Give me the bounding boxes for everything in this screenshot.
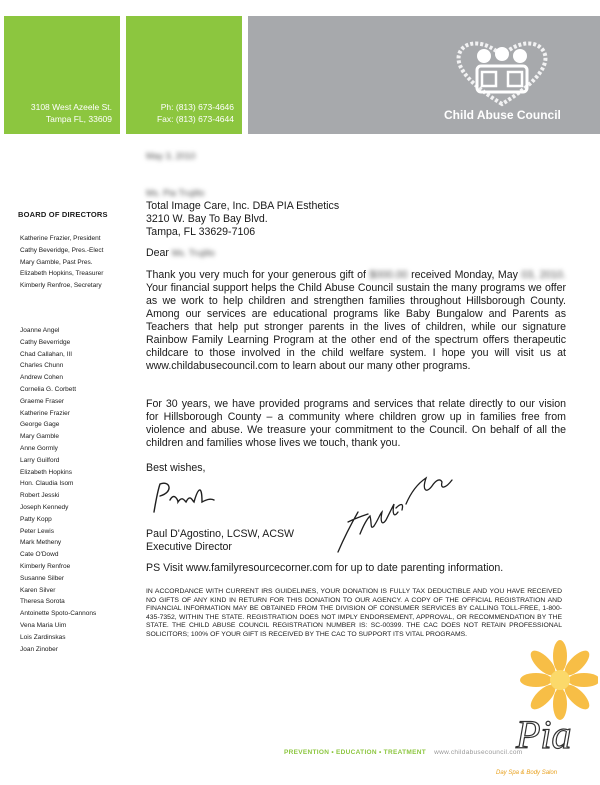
member-item: Katherine Frazier (20, 409, 70, 417)
contact-panel (126, 16, 242, 134)
member-item: Chad Callahan, III (20, 350, 73, 358)
member-item: Robert Jesski (20, 492, 60, 500)
pia-caption: Day Spa & Body Salon (496, 770, 558, 776)
member-item: Mary Gamble (20, 433, 60, 441)
footer (284, 749, 523, 756)
member-item: Mark Metheny (20, 539, 62, 547)
member-item: Anne Gormly (20, 444, 58, 452)
recipient-name: Ms. Pia Trujillo (146, 188, 205, 198)
member-item: Larry Guilford (20, 456, 60, 464)
member-item: Patty Kopp (20, 515, 52, 523)
gift-amount: $000.00 (369, 269, 408, 281)
fax-number: Fax: (813) 673-4644 (156, 114, 234, 124)
para1-text-a: Thank you very much for your generous gift of (146, 269, 366, 281)
letterhead-band (248, 16, 600, 134)
letter-date: May 3, 2010 (146, 151, 196, 161)
pia-flower-logo-icon (510, 636, 598, 766)
body-paragraph-1 (146, 269, 566, 373)
member-item: Peter Lewis (20, 527, 54, 535)
body-paragraph-2: For 30 years, we have provided programs and services that relate directly to our vision for Hillsborough County – a community where children grow up in families free from violence and abuse. We treasure your commitment to the Council. On behalf of all the children and families whose lives we touch, thank you. (146, 398, 566, 449)
organization-name: Child Abuse Council (444, 108, 561, 122)
salutation-name: Ms. Trujillo (171, 248, 215, 258)
board-title: BOARD OF DIRECTORS (18, 210, 108, 219)
address-line-1: 3108 West Azeele St. (30, 102, 112, 112)
officer-item: Kimberly Renfroe, Secretary (20, 282, 102, 290)
officer-item: Mary Gamble, Past Pres. (20, 258, 93, 266)
phone-number: Ph: (813) 673-4646 (160, 102, 234, 112)
member-item: Susanne Silber (20, 574, 65, 582)
recipient-line-2: 3210 W. Bay To Bay Blvd. (146, 213, 268, 225)
recipient-address (146, 187, 566, 239)
salutation (146, 247, 566, 260)
signature-block (146, 528, 566, 554)
footer-tagline: PREVENTION • EDUCATION • TREATMENT (284, 749, 426, 756)
signer-name: Paul D'Agostino, LCSW, ACSW (146, 528, 295, 540)
officer-item: Cathy Beveridge, Pres.-Elect (20, 246, 104, 254)
member-item: Kimberly Renfroe (20, 562, 71, 570)
member-item: Joan Zinober (20, 645, 58, 653)
member-item: Vena Maria Uim (20, 621, 67, 629)
signer-title: Executive Director (146, 541, 232, 553)
gift-date: 03, 2010. (521, 269, 567, 281)
member-item: George Gage (20, 421, 60, 429)
para1-text-c: Your financial support helps the Child Abuse Council sustain the many programs we offer as we work to help children and strengthen families throughout Hillsborough County. Among our services are educational programs like Baby Bungalow and Parents as Teachers that help put stronger parents in the lives of children, while our signature Rainbow Family Learning Program at the other end of the spectrum offers therapeutic childcare to those involved in the child welfare system. I hope you will visit us at www.childabusecouncil.com to learn about our many other programs. (146, 282, 566, 372)
member-item: Cathy Beverridge (20, 338, 71, 346)
member-item: Charles Chunn (20, 362, 64, 370)
officers-list (20, 233, 103, 292)
para1-text-b: received Monday, May (411, 269, 518, 281)
member-item: Graeme Fraser (20, 397, 65, 405)
member-item: Elizabeth Hopkins (20, 468, 73, 476)
member-item: Karen Silver (20, 586, 56, 594)
paul-signature-icon (148, 478, 220, 518)
officer-item: Katherine Frazier, President (20, 235, 101, 242)
footer-website: www.childabusecouncil.com (434, 749, 523, 756)
member-item: Hon. Claudia Isom (20, 480, 74, 488)
member-item: Lois Zardinskas (20, 633, 66, 641)
member-item: Andrew Cohen (20, 374, 63, 382)
salutation-word: Dear (146, 247, 169, 259)
legal-disclaimer: IN ACCORDANCE WITH CURRENT IRS GUIDELINES, YOUR DONATION IS FULLY TAX DEDUCTIBLE AND YOU HAVE RECEIVED NO GIFTS OF ANY KIND IN RETURN FOR THIS DONATION TO OUR AGENCY. A COPY OF THE OFFICIAL REGISTRATION AND FINANCIAL INFORMATION MAY BE OBTAINED FROM THE DIVISION OF CONSUMER SERVICES BY CALLING TOLL-FREE, 1-800-435-7352, WITHIN THE STATE. REGISTRATION DOES NOT IMPLY ENDORSEMENT, APPROVAL, OR RECOMMENDATION BY THE STATE. THE CHILD ABUSE COUNCIL REGISTRATION NUMBER IS: SC-00399. THE CAC DOES NOT RETAIN PROFESSIONAL SOLICITORS; 100% OF YOUR GIFT IS RECEIVED BY THE CAC TO SUPPORT ITS VITAL PROGRAMS. (146, 588, 562, 638)
council-logo-icon (446, 38, 558, 108)
recipient-line-1: Total Image Care, Inc. DBA PIA Esthetics (146, 200, 340, 212)
members-list (20, 325, 96, 655)
member-item: Cate O'Dowd (20, 551, 59, 559)
member-item: Cornelia G. Corbett (20, 385, 76, 393)
closing: Best wishes, (146, 462, 206, 474)
recipient-line-3: Tampa, FL 33629-7106 (146, 226, 256, 238)
officer-item: Elizabeth Hopkins, Treasurer (20, 270, 104, 278)
address-panel (4, 16, 120, 134)
address-line-2: Tampa FL, 33609 (45, 114, 112, 124)
postscript: PS Visit www.familyresourcecorner.com for up to date parenting information. (146, 562, 504, 574)
member-item: Theresa Sorota (20, 598, 65, 606)
member-item: Joseph Kennedy (20, 503, 69, 511)
pia-brand-text: Pia (516, 712, 572, 757)
member-item: Joanne Angel (20, 327, 60, 334)
member-item: Antoinette Spoto-Cannons (20, 610, 97, 618)
